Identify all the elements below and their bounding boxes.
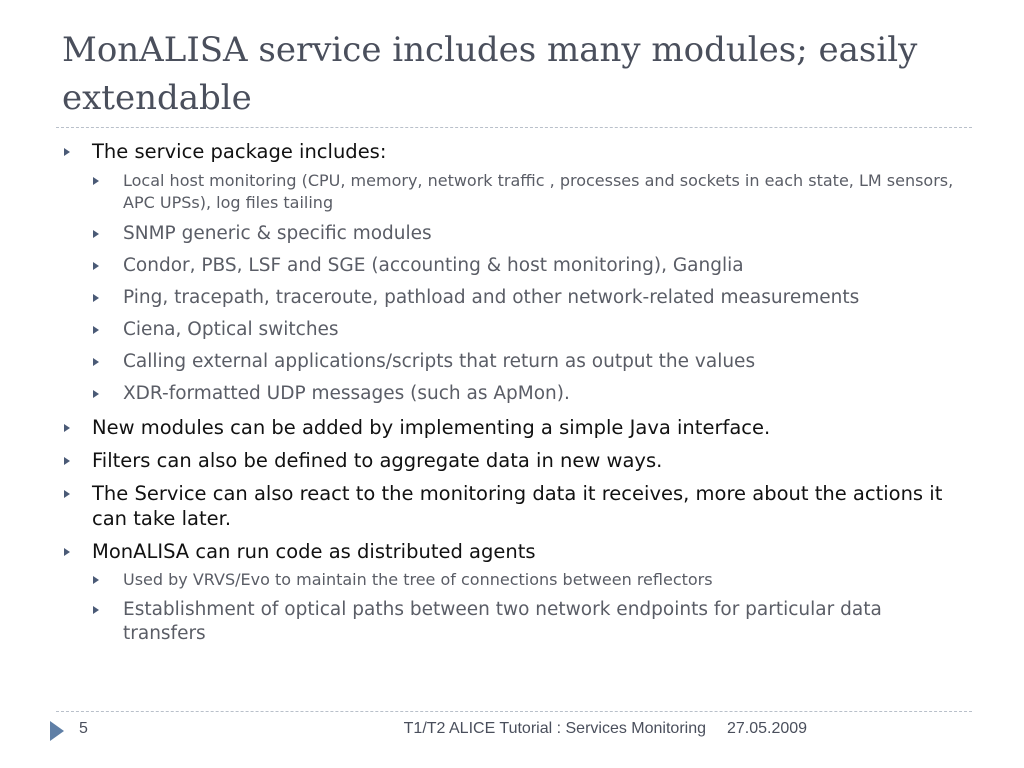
bullet-item [62, 415, 962, 440]
bullet-text: The Service can also react to the monitoring data it receives, more about the actions it can take later. [92, 482, 943, 530]
bullet-text: The service package includes: [92, 140, 387, 163]
bullet-icon [93, 230, 99, 238]
bullet-item [62, 448, 962, 473]
bullet-icon [93, 358, 99, 366]
bullet-text: New modules can be added by implementing a simple Java interface. [92, 416, 771, 439]
bullet-icon [64, 457, 70, 465]
bullet-icon [93, 606, 99, 614]
sub-bullet-item [62, 170, 962, 214]
bullet-icon [64, 148, 70, 156]
sub-bullet-item [62, 254, 962, 278]
sub-bullet-item [62, 222, 962, 246]
sub-bullet-text: Used by VRVS/Evo to maintain the tree of connections between reflectors [123, 570, 713, 589]
sub-bullet-text: Ping, tracepath, traceroute, pathload and other network-related measurements [123, 287, 860, 308]
triangle-arrow-icon [50, 721, 64, 741]
bullet-list [62, 139, 962, 646]
footer-date: 27.05.2009 [727, 720, 808, 737]
bullet-icon [93, 177, 99, 185]
footer-divider [56, 711, 972, 712]
bullet-text: Filters can also be defined to aggregate data in new ways. [92, 449, 663, 472]
sub-bullet-item [62, 569, 962, 591]
page-number: 5 [79, 720, 88, 737]
bullet-icon [93, 262, 99, 270]
footer-title: T1/T2 ALICE Tutorial : Services Monitoring [403, 720, 706, 737]
sub-bullet-item [62, 382, 962, 406]
sub-bullet-item [62, 286, 962, 310]
bullet-item [62, 481, 962, 531]
bullet-icon [93, 326, 99, 334]
bullet-icon [64, 490, 70, 498]
sub-bullet-text: Local host monitoring (CPU, memory, network traffic , processes and sockets in each state, LM sensors, APC UPSs), log files tailing [123, 171, 954, 212]
sub-bullet-item [62, 350, 962, 374]
sub-bullet-text: Establishment of optical paths between two network endpoints for particular data transfers [123, 599, 882, 644]
bullet-icon [93, 576, 99, 584]
sub-bullet-text: Condor, PBS, LSF and SGE (accounting & host monitoring), Ganglia [123, 255, 744, 276]
sub-bullet-item [62, 598, 962, 646]
slide-title: MonALISA service includes many modules; easily extendable [62, 30, 918, 118]
bullet-item [62, 139, 962, 164]
bullet-icon [93, 390, 99, 398]
bullet-icon [64, 424, 70, 432]
bullet-item [62, 539, 962, 564]
bullet-icon [93, 294, 99, 302]
sub-bullet-text: SNMP generic & specific modules [123, 223, 432, 244]
bullet-icon [64, 548, 70, 556]
sub-bullet-item [62, 318, 962, 342]
sub-bullet-text: Calling external applications/scripts that return as output the values [123, 351, 756, 372]
title-divider [56, 127, 972, 128]
bullet-text: MonALISA can run code as distributed agents [92, 540, 536, 563]
sub-bullet-text: Ciena, Optical switches [123, 319, 339, 340]
sub-bullet-text: XDR-formatted UDP messages (such as ApMon). [123, 383, 570, 404]
slide-footer [0, 719, 1024, 743]
